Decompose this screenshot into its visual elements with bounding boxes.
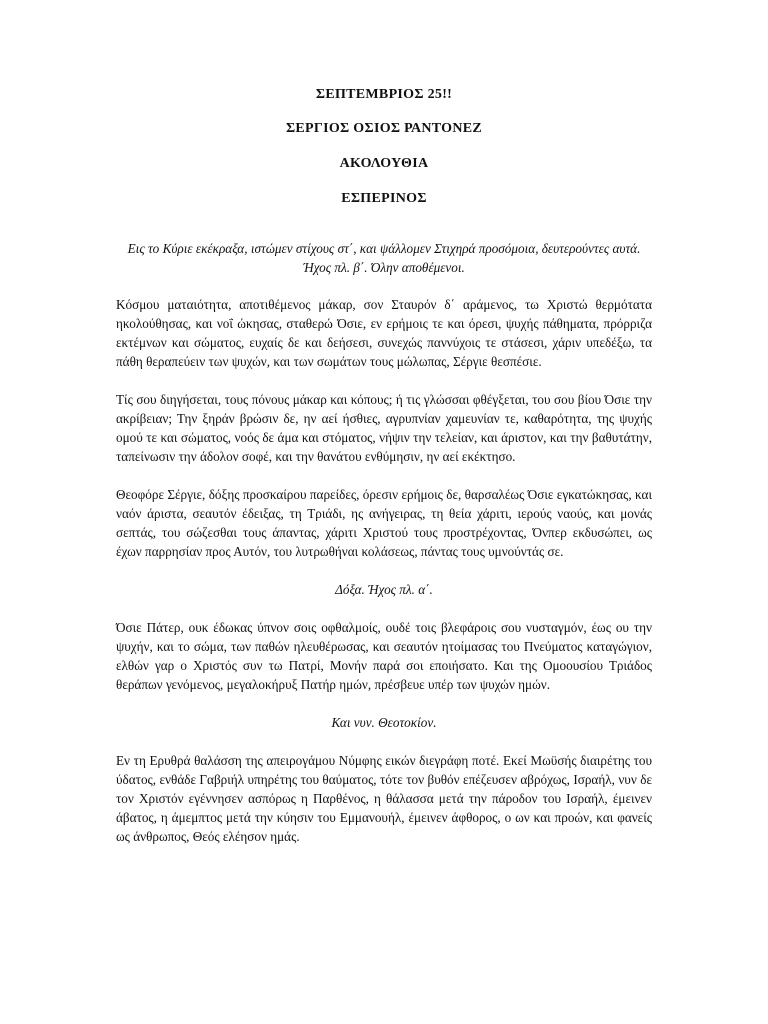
doxastikon-paragraph: Όσιε Πάτερ, ουκ έδωκας ύπνον σοις οφθαλμοίς, ουδέ τοις βλεφάροις σου νυσταγμόν, έως ου την ψυχήν, και το σώμα, των παθών ηλευθέρωσας, και σεαυτόν ητοίμασας του Πνεύματος καταγώγιον, ελθών γαρ ο Χριστός συν τω Πατρί, Μονήν παρά σοι εποιήσατο. Και της Ομοουσίου Τριάδος θεράπων γενόμενος, μεγαλοκήρυξ Πατήρ ημών, πρέσβευε υπέρ των ψυχών ημών. bbox=[116, 620, 652, 692]
doxa-rubric: Δόξα. Ήχος πλ. α΄. bbox=[335, 582, 433, 597]
stichiron-paragraph-2: Τίς σου διηγήσεται, τους πόνους μάκαρ και κόπους; ή τις γλώσσαι φθέγξεται, του σου βίου Όσιε την ακρίβειαν; Την ξηράν βρώσιν δε, ην αεί ήσθιες, αγρυπνίαν χαμευνίαν τε, καθαρότητα, της ψυχής ομού τε και σώματος, νοός δε άμα και στόματος, νήψιν την τελείαν, και άριστον, και την βαθυτάτην, ταπείνωσιν την άδολον σοφέ, και την θανάτου ενθύμησιν, ην αεί εκέκτησο. bbox=[116, 392, 652, 464]
intro-rubric: Εις το Κύριε εκέκραξα, ιστώμεν στίχους στ΄, και ψάλλομεν Στιχηρά προσόμοια, δευτερούντες αυτά. Ήχος πλ. β΄. Όλην αποθέμενοι. bbox=[127, 241, 641, 275]
service-heading: ΑΚΟΛΟΥΘΙΑ bbox=[339, 156, 429, 171]
date-heading: ΣΕΠΤΕΜΒΡΙΟΣ 25!! bbox=[315, 87, 453, 102]
document-page bbox=[116, 72, 652, 846]
saint-heading: ΣΕΡΓΙΟΣ ΟΣΙΟΣ ΡΑΝΤΟΝΕΖ bbox=[285, 121, 483, 136]
office-heading: ΕΣΠΕΡΙΝΟΣ bbox=[341, 191, 427, 206]
stichiron-paragraph-1: Κόσμου ματαιότητα, αποτιθέμενος μάκαρ, σον Σταυρόν δ΄ αράμενος, τω Χριστώ θερμότατα ηκολούθησας, και νοΐ ώκησας, σταθερώ Όσιε, εν ερήμοις τε και όρεσι, ψυχής πάθηματα, πρόρριζα εκτέμνων και σώματος, ευχαίς δε και δεήσεσι, συνεχώς παννύχοις τε στάσεσι, χάριν υπεδέξω, τα πάθη θεραπεύειν των ψυχών, και των σωμάτων τους μώλωπας, Σέργιε θεσπέσιε. bbox=[116, 297, 652, 369]
kai-nyn-rubric: Και νυν. Θεοτοκίον. bbox=[331, 715, 437, 730]
stichiron-paragraph-3: Θεοφόρε Σέργιε, δόξης προσκαίρου παρείδες, όρεσιν ερήμοις δε, θαρσαλέως Όσιε εγκατώκησας, και ναόν άριστα, σεαυτόν έδειξας, τη Τριάδι, ης ανήγειρας, τη θεία χάριτι, ιερούς ναούς, και μονάς σεπτάς, του σώζεσθαι τους άπαντας, χάριτι Χριστού τους προστρέχοντας, Όνπερ εκδυσώπει, ως έχων παρρησίαν προς Αυτόν, του λυτρωθήναι κολάσεως, πάντας τους υμνούντάς σε. bbox=[116, 487, 652, 559]
theotokion-paragraph: Εν τη Ερυθρά θαλάσση της απειρογάμου Νύμφης εικών διεγράφη ποτέ. Εκεί Μωϋσής διαιρέτης του ύδατος, ενθάδε Γαβριήλ υπηρέτης του θαύματος, τότε τον βυθόν επέζευσεν αβρόχως, Ισραήλ, νυν δε τον Χριστόν εγέννησεν ασπόρως η Παρθένος, η θάλασσα μετά την πάροδον του Ισραήλ, έμεινεν άβατος, η άμεμπτος μετά την κύησιν του Εμμανουήλ, έμεινεν άφθορος, ο ων και προών, και φανείς ως άνθρωπος, Θεός ελέησον ημάς. bbox=[116, 753, 652, 844]
